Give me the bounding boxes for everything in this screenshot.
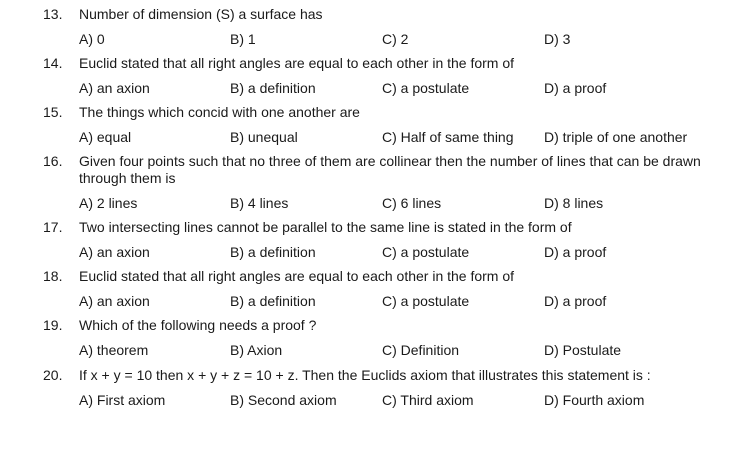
option-a: A) First axiom bbox=[79, 392, 166, 408]
option-d: D) Postulate bbox=[544, 342, 622, 358]
option-c: C) a postulate bbox=[382, 293, 470, 309]
option-a: A) an axion bbox=[79, 80, 150, 96]
option-c: C) a postulate bbox=[382, 80, 470, 96]
question-text: Number of dimension (S) a surface has bbox=[79, 6, 323, 22]
option-c: C) Definition bbox=[382, 342, 460, 358]
option-b: B) a definition bbox=[230, 293, 316, 309]
option-b: B) Axion bbox=[230, 342, 283, 358]
question-number: 16. bbox=[43, 153, 63, 169]
option-c: C) a postulate bbox=[382, 244, 470, 260]
option-b: B) a definition bbox=[230, 80, 316, 96]
option-b: B) 4 lines bbox=[230, 195, 289, 211]
question-text: The things which concid with one another are bbox=[79, 104, 360, 120]
question-text: Euclid stated that all right angles are equal to each other in the form of bbox=[79, 268, 515, 284]
question-text: Which of the following needs a proof ? bbox=[79, 317, 317, 333]
question-number: 18. bbox=[43, 268, 63, 284]
question-text: Two intersecting lines cannot be parallel to the same line is stated in the form of bbox=[79, 219, 572, 235]
option-d: D) a proof bbox=[544, 244, 607, 260]
question-number: 19. bbox=[43, 317, 63, 333]
option-d: D) a proof bbox=[544, 293, 607, 309]
option-c: C) 6 lines bbox=[382, 195, 442, 211]
option-b: B) unequal bbox=[230, 129, 298, 145]
question-number: 17. bbox=[43, 219, 63, 235]
question-text: If x + y = 10 then x + y + z = 10 + z. Then the Euclids axiom that illustrates this statement is : bbox=[79, 367, 651, 383]
question-text: Given four points such that no three of them are collinear then the number of lines that can be drawn through them is bbox=[79, 153, 701, 186]
option-d: D) 8 lines bbox=[544, 195, 604, 211]
option-d: D) a proof bbox=[544, 80, 607, 96]
option-d: D) 3 bbox=[544, 31, 571, 47]
question-text: Euclid stated that all right angles are equal to each other in the form of bbox=[79, 55, 515, 71]
question-number: 15. bbox=[43, 104, 63, 120]
option-d: D) triple of one another bbox=[544, 129, 688, 145]
question-number: 14. bbox=[43, 55, 63, 71]
option-c: C) Third axiom bbox=[382, 392, 474, 408]
option-b: B) 1 bbox=[230, 31, 256, 47]
option-a: A) 0 bbox=[79, 31, 105, 47]
question-number: 20. bbox=[43, 367, 63, 383]
option-a: A) an axion bbox=[79, 244, 150, 260]
option-b: B) a definition bbox=[230, 244, 316, 260]
option-a: A) 2 lines bbox=[79, 195, 138, 211]
option-d: D) Fourth axiom bbox=[544, 392, 645, 408]
option-b: B) Second axiom bbox=[230, 392, 337, 408]
option-c: C) Half of same thing bbox=[382, 129, 514, 145]
question-number: 13. bbox=[43, 6, 63, 22]
option-c: C) 2 bbox=[382, 31, 409, 47]
option-a: A) equal bbox=[79, 129, 132, 145]
option-a: A) theorem bbox=[79, 342, 149, 358]
option-a: A) an axion bbox=[79, 293, 150, 309]
